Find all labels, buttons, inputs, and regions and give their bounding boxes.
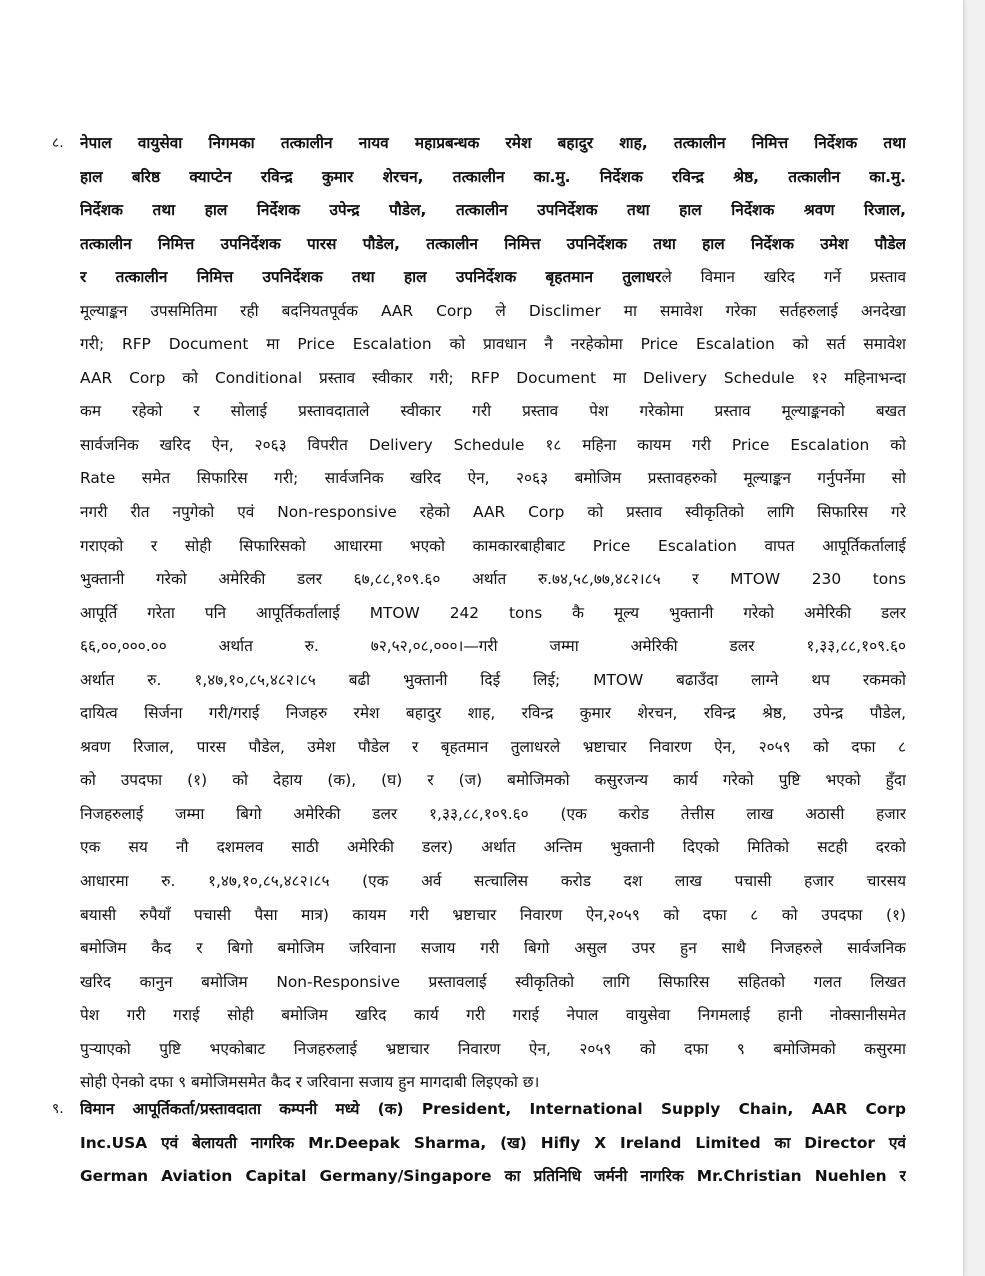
text-line	[80, 731, 906, 765]
text-run: ६६,००,०००.०० अर्थात रु. ७२,५२,०८,०००।—गरी जम्मा अमेरिकी डलर १,३३,८८,१०९.६०	[80, 637, 906, 656]
text-run: बयासी रुपैयाँ पचासी पैसा मात्र) कायम गरी भ्रष्टाचार निवारण ऐन,२०५९ को दफा ८ को उपदफा (१)	[80, 905, 906, 924]
text-line	[80, 429, 906, 463]
text-run: गरी; RFP Document मा Price Escalation को प्रावधान नै नरहेकोमा Price Escalation को सर्त समावेश	[80, 335, 906, 354]
text-line	[80, 1093, 906, 1127]
text-run: बमोजिम कैद र बिगो बमोजिम जरिवाना सजाय गरी बिगो असुल उपर हुन साथै निजहरुले सार्वजनिक	[80, 939, 906, 958]
text-run: पेश गरी गराई सोही बमोजिम खरिद कार्य गरी गराई नेपाल वायुसेवा निगमलाई हानी नोक्सानीसमेत	[80, 1006, 906, 1025]
text-line	[80, 697, 906, 731]
text-line	[80, 966, 906, 1000]
text-run: मूल्याङ्कन उपसमितिमा रही बदनियतपूर्वक AAR Corp ले Disclimer मा समावेश गरेका सर्तहरुलाई अनदेखा	[80, 301, 906, 320]
text-line	[80, 597, 906, 631]
paragraph-number: ८.	[52, 135, 64, 151]
text-line	[80, 295, 906, 329]
bold-text-run: र तत्कालीन निमित्त उपनिर्देशक तथा हाल उपनिर्देशक बृहतमान तुलाधर	[80, 268, 662, 287]
text-run: पुऱ्याएको पुष्टि भएकोबाट निजहरुलाई भ्रष्टाचार निवारण ऐन, २०५९ को दफा ९ बमोजिमको कसुरमा	[80, 1039, 906, 1058]
bold-text-run: विमान आपूर्तिकर्ता/प्रस्तावदाता कम्पनी मध्ये (क) President, International Supply Chain, AAR Corp	[80, 1100, 906, 1118]
text-line	[80, 865, 906, 899]
paragraph-number: ९.	[52, 1101, 64, 1117]
text-line	[80, 664, 906, 698]
text-line	[80, 530, 906, 564]
text-line	[80, 798, 906, 832]
text-run: AAR Corp को Conditional प्रस्ताव स्वीकार गरी; RFP Document मा Delivery Schedule १२ महिनाभन्दा	[80, 368, 906, 387]
text-line	[80, 899, 906, 933]
text-line	[80, 127, 906, 161]
text-line	[80, 462, 906, 496]
text-line	[80, 228, 906, 262]
text-run: ले विमान खरिद गर्ने प्रस्ताव	[661, 268, 906, 287]
text-run: Rate समेत सिफारिस गरी; सार्वजनिक खरिद ऐन, २०६३ बमोजिम प्रस्तावहरुको मूल्याङ्कन गर्नुपर्नेमा सो	[80, 469, 906, 488]
bold-text-run: तत्कालीन निमित्त उपनिर्देशक पारस पौडेल, तत्कालीन निमित्त उपनिर्देशक तथा हाल निर्देशक उमेश पौडेल	[80, 234, 906, 253]
text-line	[80, 161, 906, 195]
paragraph-9-lines	[80, 1093, 906, 1194]
text-run: आपूर्ति गरेता पनि आपूर्तिकर्तालाई MTOW 242 tons कै मूल्य भुक्तानी गरेको अमेरिकी डलर	[80, 603, 906, 622]
text-run: सार्वजनिक खरिद ऐन, २०६३ विपरीत Delivery Schedule १८ महिना कायम गरी Price Escalation को	[80, 435, 906, 454]
text-line	[80, 261, 906, 295]
text-line	[80, 1127, 906, 1161]
text-line	[80, 1160, 906, 1194]
text-run: गराएको र सोही सिफारिसको आधारमा भएको कामकारबाहीबाट Price Escalation वापत आपूर्तिकर्तालाई	[80, 536, 906, 555]
text-run: नगरी रीत नपुगेको एवं Non-responsive रहेको AAR Corp को प्रस्ताव स्वीकृतिको लागि सिफारिस गरे	[80, 503, 906, 522]
text-line	[80, 395, 906, 429]
text-line	[80, 831, 906, 865]
text-run: निजहरुलाई जम्मा बिगो अमेरिकी डलर १,३३,८८,१०९.६० (एक करोड तेत्तीस लाख अठासी हजार	[80, 804, 906, 823]
text-line	[80, 1033, 906, 1067]
text-line	[80, 563, 906, 597]
text-line	[80, 932, 906, 966]
text-run: सोही ऐनको दफा ९ बमोजिमसमेत कैद र जरिवाना सजाय हुन मागदाबी लिइएको छ।	[80, 1073, 540, 1092]
text-line	[80, 328, 906, 362]
bold-text-run: German Aviation Capital Germany/Singapore का प्रतिनिधि जर्मनी नागरिक Mr.Christian Nuehlen र	[80, 1167, 906, 1186]
text-run: भुक्तानी गरेको अमेरिकी डलर ६७,८८,१०९.६० अर्थात रु.७४,५८,७७,४८२।८५ र MTOW 230 tons	[80, 570, 906, 589]
text-run: कम रहेको र सोलाई प्रस्तावदाताले स्वीकार गरी प्रस्ताव पेश गरेकोमा प्रस्ताव मूल्याङ्कनको बखत	[80, 402, 906, 421]
text-line	[80, 999, 906, 1033]
bold-text-run: निर्देशक तथा हाल निर्देशक उपेन्द्र पौडेल, तत्कालीन उपनिर्देशक तथा हाल निर्देशक श्रवण रिजाल,	[80, 201, 906, 220]
paragraph-9	[52, 1093, 906, 1194]
text-line	[80, 764, 906, 798]
bold-text-run: Inc.USA एवं बेलायती नागरिक Mr.Deepak Sharma, (ख) Hifly X Ireland Limited का Director एवं	[80, 1133, 906, 1152]
bold-text-run: नेपाल वायुसेवा निगमका तत्कालीन नायव महाप्रबन्धक रमेश बहादुर शाह, तत्कालीन निमित्त निर्देशक तथा	[80, 134, 906, 152]
text-line	[80, 362, 906, 396]
text-run: अर्थात रु. १,४७,१०,८५,४८२।८५ बढी भुक्तानी दिई लिई; MTOW बढाउँदा लाग्ने थप रकमको	[80, 670, 906, 689]
text-run: खरिद कानुन बमोजिम Non-Responsive प्रस्तावलाई स्वीकृतिको लागि सिफारिस सहितको गलत लिखत	[80, 972, 906, 991]
text-run: श्रवण रिजाल, पारस पौडेल, उमेश पौडेल र बृहतमान तुलाधरले भ्रष्टाचार निवारण ऐन, २०५९ को दफा ८	[80, 737, 906, 756]
text-run: आधारमा रु. १,४७,१०,८५,४८२।८५ (एक अर्व सत्चालिस करोड दश लाख पचासी हजार चारसय	[80, 872, 906, 891]
text-run: एक सय नौ दशमलव साठी अमेरिकी डलर) अर्थात अन्तिम भुक्तानी दिएको मितिको सटही दरको	[80, 838, 906, 857]
text-line	[80, 630, 906, 664]
text-run: दायित्व सिर्जना गरी/गराई निजहरु रमेश बहादुर शाह, रविन्द्र कुमार शेरचन, रविन्द्र श्रेष्ठ, उपेन्द्र पौडेल,	[80, 704, 906, 723]
text-run: को उपदफा (१) को देहाय (क), (घ) र (ज) बमोजिमको कसुरजन्य कार्य गरेको पुष्टि भएको हुँदा	[80, 771, 906, 790]
paragraph-8	[52, 127, 906, 1100]
text-line	[80, 194, 906, 228]
bold-text-run: हाल बरिष्ठ क्याप्टेन रविन्द्र कुमार शेरचन, तत्कालीन का.मु. निर्देशक रविन्द्र श्रेष्ठ, तत्कालीन का.मु.	[80, 167, 906, 186]
text-line	[80, 496, 906, 530]
paragraph-8-lines	[80, 127, 906, 1100]
